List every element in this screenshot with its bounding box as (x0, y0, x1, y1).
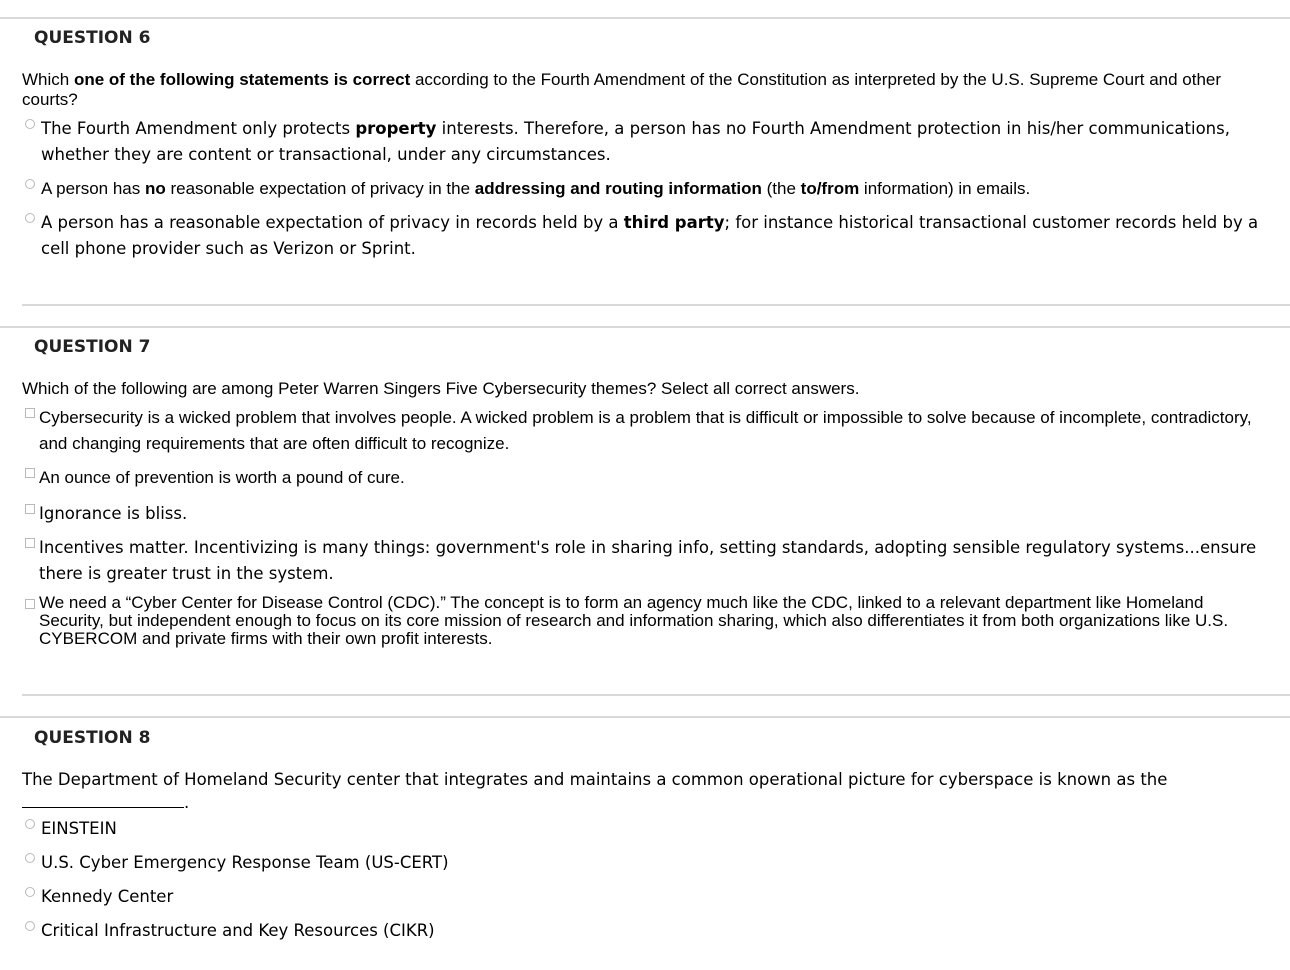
question-6-title: QUESTION 6 (34, 28, 151, 48)
checkbox[interactable] (25, 408, 35, 418)
radio-button[interactable] (25, 213, 35, 223)
q7-option-4[interactable]: Incentives matter. Incentivizing is many things: government's role in sharing info, setting standards, adopting sensible regulatory systems...ensure there is greater trust in the system. (22, 535, 1272, 587)
checkbox[interactable] (25, 504, 35, 514)
radio-button[interactable] (25, 853, 35, 863)
q8-option-4[interactable]: Critical Infrastructure and Key Resources (CIKR) (22, 918, 1272, 944)
q6-option-2[interactable]: A person has no reasonable expectation of privacy in the addressing and routing information (the to/from information) in emails. (22, 176, 1272, 202)
question-8-title: QUESTION 8 (34, 728, 151, 748)
q7-option-1[interactable]: Cybersecurity is a wicked problem that involves people. A wicked problem is a problem that is difficult or impossible to solve because of incomplete, contradictory, and changing requirements that are often difficult to recognize. (22, 405, 1272, 457)
radio-button[interactable] (25, 119, 35, 129)
checkbox[interactable] (25, 468, 35, 478)
checkbox[interactable] (25, 538, 35, 548)
question-7-text: Which of the following are among Peter Warren Singers Five Cybersecurity themes? Select all correct answers. (22, 379, 860, 398)
q7-option-3[interactable]: Ignorance is bliss. (22, 501, 1272, 527)
divider (0, 326, 1290, 328)
question-7-title: QUESTION 7 (34, 337, 151, 357)
q8-option-2[interactable]: U.S. Cyber Emergency Response Team (US-CERT) (22, 850, 1272, 876)
q6-option-3[interactable]: A person has a reasonable expectation of privacy in records held by a third party; for instance historical transactional customer records held by a cell phone provider such as Verizon or Sprint. (22, 210, 1272, 262)
divider (22, 304, 1290, 306)
divider (0, 716, 1290, 718)
question-8-text: The Department of Homeland Security center that integrates and maintains a common operational picture for cyberspace is known as the . (22, 770, 1168, 812)
q7-option-5[interactable]: We need a “Cyber Center for Disease Control (CDC).” The concept is to form an agency much like the CDC, linked to a relevant department like Homeland Security, but independent enough to focus on its core mission of research and information sharing, which also differentiates it from both organizations like U.S. CYBERCOM and private firms with their own profit interests. (22, 594, 1272, 648)
q8-option-1[interactable]: EINSTEIN (22, 816, 1272, 842)
q7-option-2[interactable]: An ounce of prevention is worth a pound of cure. (22, 465, 1272, 491)
divider (22, 694, 1290, 696)
radio-button[interactable] (25, 921, 35, 931)
q8-option-3[interactable]: Kennedy Center (22, 884, 1272, 910)
checkbox[interactable] (25, 599, 35, 609)
q6-option-1[interactable]: The Fourth Amendment only protects property interests. Therefore, a person has no Fourth Amendment protection in his/her communications, whether they are content or transactional, under any circumstances. (22, 116, 1272, 168)
radio-button[interactable] (25, 179, 35, 189)
question-6-text: Which one of the following statements is correct according to the Fourth Amendment of the Constitution as interpreted by the U.S. Supreme Court and other courts? (22, 70, 1222, 109)
divider (0, 17, 1290, 19)
fill-in-blank (22, 793, 184, 808)
radio-button[interactable] (25, 887, 35, 897)
radio-button[interactable] (25, 819, 35, 829)
